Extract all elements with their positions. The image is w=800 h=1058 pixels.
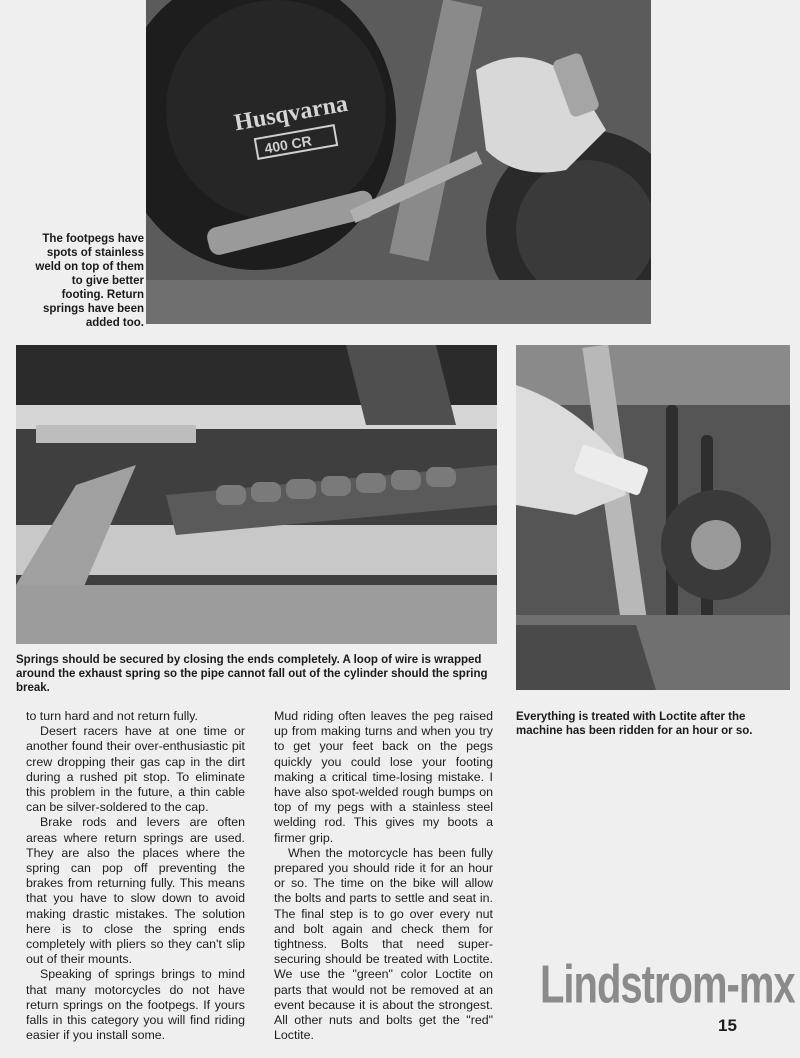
photo-springs-chain-illustration [16, 345, 497, 644]
page-number: 15 [718, 1016, 737, 1035]
caption-footpegs: The footpegs have spots of stainless weld on top of them to give better footing. Return springs have been added too. [35, 233, 144, 329]
photo-footpeg-illustration [146, 0, 651, 324]
paragraph: Desert racers have at one time or another found their over-enthusiastic pit crew dropping their gas cap in the dirt during a rushed pit stop. To eliminate this problem in the future, a thin cable can be silver-soldered to the cap. [26, 724, 245, 815]
caption-springs: Springs should be secured by closing the ends completely. A loop of wire is wrapped around the exhaust spring so the pipe cannot fall out of the cylinder should the spring break. [16, 654, 488, 694]
photo-loctite [516, 345, 790, 690]
photo-springs-chain [16, 345, 497, 644]
paragraph: Speaking of springs brings to mind that many motorcycles do not have return springs on the footpegs. If yours falls in this category you will find riding easier if you install some. [26, 967, 245, 1043]
husqvarna-logo-text: Husqvarna [232, 90, 350, 137]
paragraph: to turn hard and not return fully. [26, 709, 198, 723]
caption-loctite: Everything is treated with Loctite after the machine has been ridden for an hour or so. [516, 711, 753, 737]
paragraph: When the motorcycle has been fully prepared you should ride it for an hour or so. The time on the bike will allow the bolts and parts to settle and seat in. The final step is to go over every nut and bolt again and check them for tightness. Bolts that need super-securing should be treated with Loctite. We use the "green" color Loctite on parts that would not be removed at an event because it is about the strongest. All other nuts and bolts get the "red" Loctite. [274, 845, 493, 1043]
text-column-2 [274, 709, 493, 1043]
husqvarna-model-text: 400 CR [263, 132, 313, 157]
paragraph: Mud riding often leaves the peg raised up from making turns and when you try to get your feet back on the pegs quickly you could lose your footing making a critical time-losing mistake. I have also spot-welded rough bumps on top of my pegs with a stainless steel welding rod. This gives my boots a firmer grip. [274, 709, 493, 845]
text-column-1 [26, 709, 245, 1043]
watermark-logo: Lindstrom-mx [540, 955, 795, 1015]
photo-loctite-illustration [516, 345, 790, 690]
paragraph: Brake rods and levers are often areas where return springs are used. They are also the places where the spring can pop off preventing the brakes from returning fully. This means that you have to slow down to avoid making drastic mistakes. The solution here is to close the spring ends completely with pliers so they can't slip out of their mounts. [26, 815, 245, 967]
photo-footpeg [146, 0, 651, 324]
